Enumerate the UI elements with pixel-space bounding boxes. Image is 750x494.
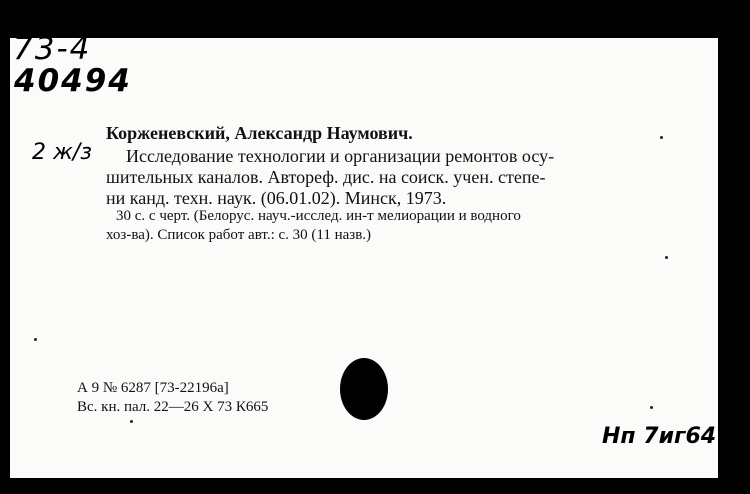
book-chamber-line: Вс. кн. пал. 22—26 X 73 К665 bbox=[77, 399, 269, 415]
speck bbox=[130, 420, 133, 423]
title-line-3: ни канд. техн. наук. (06.01.02). Минск, 1973. bbox=[106, 188, 447, 208]
description-line-2: хоз-ва). Список работ авт.: с. 30 (11 назв.) bbox=[106, 227, 372, 243]
speck bbox=[665, 256, 668, 259]
speck bbox=[660, 136, 663, 139]
handwritten-shelf-note: Нп 7иг64 bbox=[602, 424, 717, 449]
speck bbox=[650, 406, 653, 409]
catalog-card bbox=[10, 31, 718, 478]
title-line-1: Исследование технологии и организации ремонтов осу- bbox=[126, 146, 555, 166]
speck bbox=[34, 338, 37, 341]
accession-number-bottom: 40494 bbox=[14, 63, 132, 99]
handwritten-margin-note: 2 ж/з bbox=[32, 140, 92, 165]
catalog-number-line: А 9 № 6287 [73-22196а] bbox=[77, 380, 229, 396]
title-line-2: шительных каналов. Автореф. дис. на соиск. учен. степе- bbox=[106, 167, 546, 187]
accession-number-top: 73-4 bbox=[13, 31, 92, 67]
ink-blot bbox=[340, 358, 388, 420]
description-line-1: 30 с. с черт. (Белорус. науч.-исслед. ин-т мелиорации и водного bbox=[116, 208, 521, 224]
author-heading: Корженевский, Александр Наумович. bbox=[106, 123, 413, 143]
